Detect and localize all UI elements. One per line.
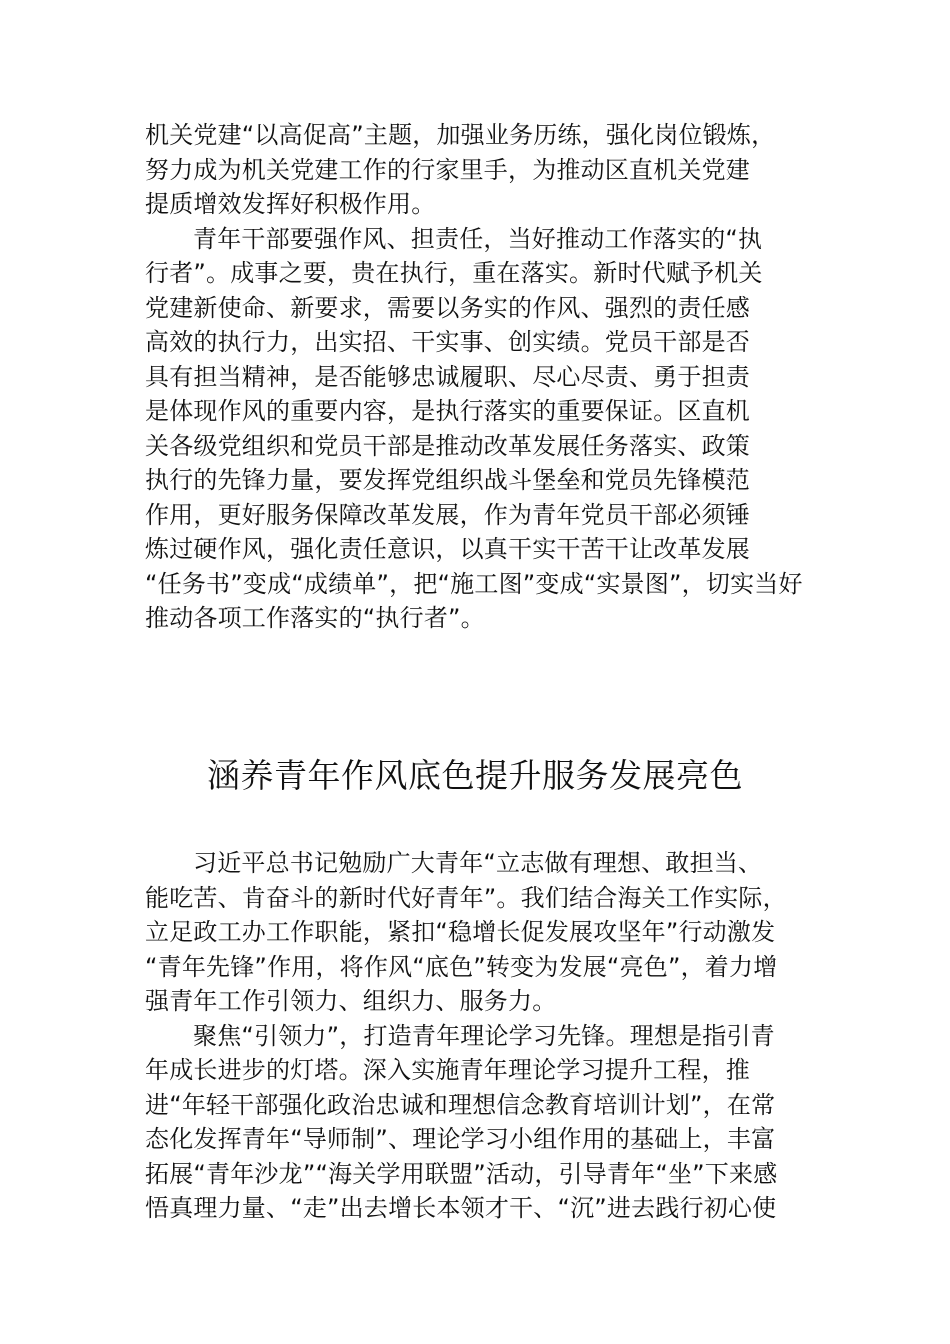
text-line: 提质增效发挥好积极作用。: [145, 190, 436, 218]
text-line: “任务书”变成“成绩单”，把“施工图”变成“实景图”，切实当好: [145, 569, 803, 598]
text-line: 高效的执行力，出实招、干实事、创实绩。党员干部是否: [145, 328, 750, 356]
text-line: 拓展“青年沙龙”“海关学用联盟”活动，引导青年“坐”下来感: [145, 1159, 778, 1188]
text-line: 能吃苦、肯奋斗的新时代好青年”。我们结合海关工作实际，: [145, 883, 787, 912]
text-line: 是体现作风的重要内容，是执行落实的重要保证。区直机: [145, 397, 750, 425]
text-line: 进“年轻干部强化政治忠诚和理想信念教育培训计划”，在常: [145, 1090, 776, 1119]
text-line: 推动各项工作落实的“执行者”。: [145, 604, 485, 632]
text-line: 态化发挥青年“导师制”、理论学习小组作用的基础上，丰富: [145, 1125, 776, 1153]
paragraph-first-line: 青年干部要强作风、担责任，当好推动工作落实的“执: [193, 224, 763, 253]
paragraph-first-line: 习近平总书记勉励广大青年“立志做有理想、敢担当、: [193, 849, 763, 877]
text-line: 炼过硬作风，强化责任意识，以真干实干苦干让改革发展: [145, 535, 750, 563]
text-line: 机关党建“以高促高”主题，加强业务历练，强化岗位锻炼，: [145, 121, 776, 149]
body-text-section-1: [145, 118, 815, 636]
text-line: 行者”。成事之要，贵在执行，重在落实。新时代赋予机关: [145, 259, 763, 287]
text-line: “青年先锋”作用，将作风“底色”转变为发展“亮色”，着力增: [145, 952, 778, 981]
text-line: 作用，更好服务保障改革发展，作为青年党员干部必须锤: [145, 500, 750, 529]
body-text-section-2: [145, 846, 815, 1226]
text-line: 努力成为机关党建工作的行家里手，为推动区直机关党建: [145, 155, 750, 184]
text-line: 执行的先锋力量，要发挥党组织战斗堡垒和党员先锋模范: [145, 466, 750, 494]
text-line: 关各级党组织和党员干部是推动改革发展任务落实、政策: [145, 431, 750, 460]
text-line: 具有担当精神，是否能够忠诚履职、尽心尽责、勇于担责: [145, 362, 750, 391]
text-line: 悟真理力量、“走”出去增长本领才干、“沉”进去践行初心使: [145, 1194, 777, 1222]
text-line: 强青年工作引领力、组织力、服务力。: [145, 987, 557, 1015]
text-line: 年成长进步的灯塔。深入实施青年理论学习提升工程，推: [145, 1056, 750, 1084]
text-line: 党建新使命、新要求，需要以务实的作风、强烈的责任感: [145, 293, 750, 322]
section-heading: 涵养青年作风底色提升服务发展亮色: [207, 756, 743, 795]
text-line: 立足政工办工作职能，紧扣“稳增长促发展攻坚年”行动激发: [145, 918, 776, 946]
paragraph-first-line: 聚焦“引领力”，打造青年理论学习先锋。理想是指引青: [193, 1021, 775, 1050]
